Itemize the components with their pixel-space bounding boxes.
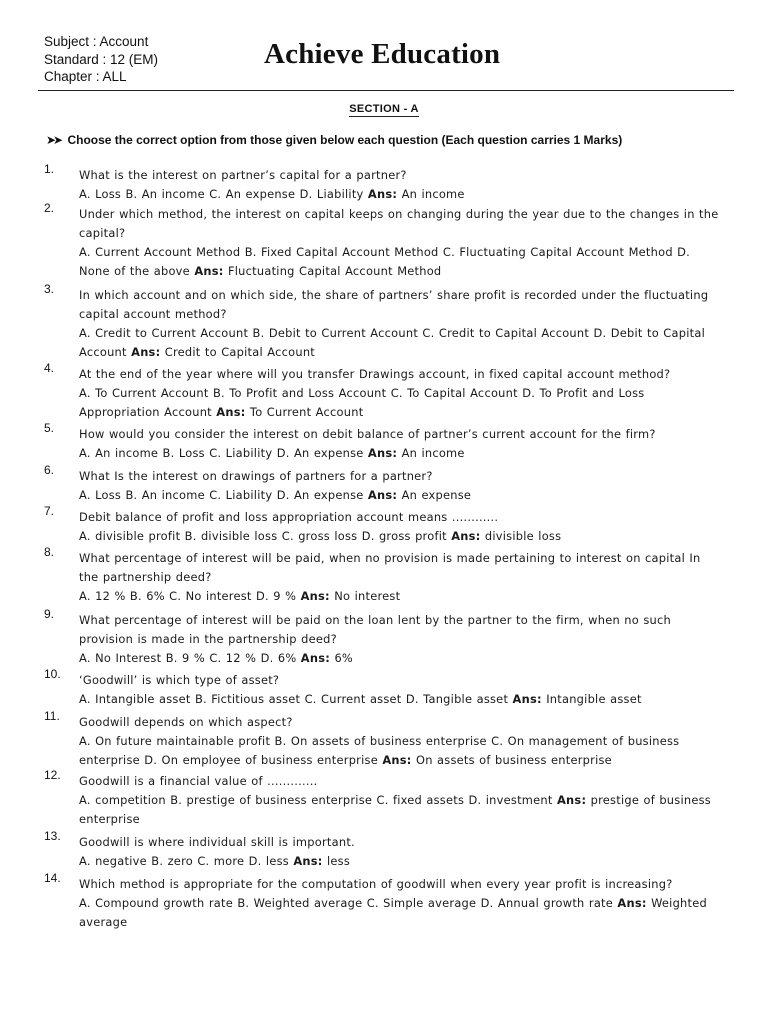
question-text: What percentage of interest will be paid on the loan lent by the partner to the firm, when no such provision is made in the partnership deed? (79, 613, 671, 646)
standard-line: Standard : 12 (EM) (44, 51, 159, 67)
answer-label: Ans: (382, 753, 412, 767)
question-text: Goodwill depends on which aspect? (79, 715, 293, 729)
question-number: 2. (44, 201, 55, 215)
question-options: A. Loss B. An income C. Liability D. An expense (79, 488, 364, 502)
answer-label: Ans: (367, 446, 398, 460)
answer-text: An income (401, 187, 465, 201)
question-options: A. competition B. prestige of business enterprise C. fixed assets D. investment (79, 793, 553, 807)
question-number: 9. (44, 607, 55, 621)
question-options: A. Credit to Current Account B. Debit to Current Account C. Credit to Capital Account D. Debit to Capital Account (79, 326, 705, 359)
answer-text: 6% (334, 651, 354, 665)
question-options: A. An income B. Loss C. Liability D. An expense (79, 446, 364, 460)
question-text: In which account and on which side, the share of partners’ share profit is recorded under the fluctuating capital account method? (79, 288, 709, 321)
answer-label: Ans: (512, 692, 542, 706)
question-number: 7. (44, 504, 55, 518)
question-text: Goodwill is where individual skill is important. (79, 835, 355, 849)
answer-text: No interest (334, 589, 401, 603)
question-number: 10. (44, 667, 61, 681)
question-number: 11. (44, 709, 60, 723)
chapter-line: Chapter : ALL (44, 69, 127, 84)
question-number: 13. (44, 829, 61, 843)
answer-label: Ans: (216, 405, 246, 419)
question-number: 14. (44, 871, 61, 885)
header-divider (38, 90, 734, 91)
section-title: SECTION - A (349, 103, 419, 115)
answer-text: Credit to Capital Account (164, 345, 315, 359)
question-text: What is the interest on partner’s capital for a partner? (79, 168, 407, 182)
section-heading (0, 103, 768, 115)
question-number: 12. (44, 768, 61, 782)
question-number: 8. (44, 545, 55, 559)
answer-text: Intangible asset (546, 692, 642, 706)
question-text: Which method is appropriate for the computation of goodwill when every year profit is increasing? (79, 877, 673, 891)
question-options: A. On future maintainable profit B. On assets of business enterprise C. On management of business enterprise D. On employee of business enterprise (79, 734, 680, 767)
answer-label: Ans: (451, 529, 481, 543)
question-options: A. 12 % B. 6% C. No interest D. 9 % (79, 589, 297, 603)
question-text: What percentage of interest will be paid, when no provision is made pertaining to interest on capital In the partnership deed? (79, 551, 701, 584)
question-options: A. Compound growth rate B. Weighted average C. Simple average D. Annual growth rate (79, 896, 614, 910)
answer-label: Ans: (300, 651, 331, 665)
answer-text: Weighted average (79, 896, 707, 929)
question-options: A. To Current Account B. To Profit and Loss Account C. To Capital Account D. To Profit and Loss Appropriation Account (79, 386, 645, 419)
question-text: ‘Goodwill’ is which type of asset? (79, 673, 280, 687)
question-options: A. negative B. zero C. more D. less (79, 854, 289, 868)
subject-line: Subject : Account (44, 34, 149, 49)
answer-text: An expense (401, 488, 472, 502)
question-options: A. divisible profit B. divisible loss C. gross loss D. gross profit (79, 529, 447, 543)
question-options: A. Loss B. An income C. An expense D. Liability (79, 187, 364, 201)
question-text: At the end of the year where will you transfer Drawings account, in fixed capital account method? (79, 367, 671, 381)
question-options: A. No Interest B. 9 % C. 12 % D. 6% (79, 651, 297, 665)
answer-text: Fluctuating Capital Account Method (227, 264, 442, 278)
answer-text: To Current Account (249, 405, 364, 419)
answer-text: less (326, 854, 351, 868)
instruction-text: Choose the correct option from those given below each question (Each question carries 1 Marks) (67, 133, 623, 147)
answer-label: Ans: (367, 488, 398, 502)
brand-title: Achieve Education (264, 38, 501, 70)
answer-label: Ans: (293, 854, 323, 868)
answer-label: Ans: (300, 589, 330, 603)
question-options: A. Current Account Method B. Fixed Capital Account Method C. Fluctuating Capital Account Method D. None of the above (79, 245, 691, 278)
question-text: Debit balance of profit and loss appropriation account means ............ (79, 510, 499, 524)
answer-label: Ans: (367, 187, 398, 201)
answer-text: An income (401, 446, 465, 460)
answer-label: Ans: (556, 793, 587, 807)
instruction-line (46, 133, 746, 147)
question-number: 1. (44, 162, 55, 176)
document-meta (44, 33, 158, 86)
question-text: How would you consider the interest on debit balance of partner’s current account for the firm? (79, 427, 656, 441)
question-number: 6. (44, 463, 55, 477)
answer-label: Ans: (194, 264, 224, 278)
answer-text: On assets of business enterprise (415, 753, 612, 767)
question-text: What Is the interest on drawings of partners for a partner? (79, 469, 433, 483)
answer-text: prestige of business enterprise (79, 793, 711, 826)
answer-text: divisible loss (484, 529, 562, 543)
question-number: 4. (44, 361, 55, 375)
question-text: Under which method, the interest on capital keeps on changing during the year due to the changes in the capital? (79, 207, 719, 240)
question-number: 3. (44, 282, 55, 296)
double-arrow-icon: ➤➤ (46, 133, 61, 147)
answer-label: Ans: (617, 896, 647, 910)
question-text: Goodwill is a financial value of ............. (79, 774, 318, 788)
question-number: 5. (44, 421, 55, 435)
question-options: A. Intangible asset B. Fictitious asset C. Current asset D. Tangible asset (79, 692, 509, 706)
answer-label: Ans: (131, 345, 161, 359)
